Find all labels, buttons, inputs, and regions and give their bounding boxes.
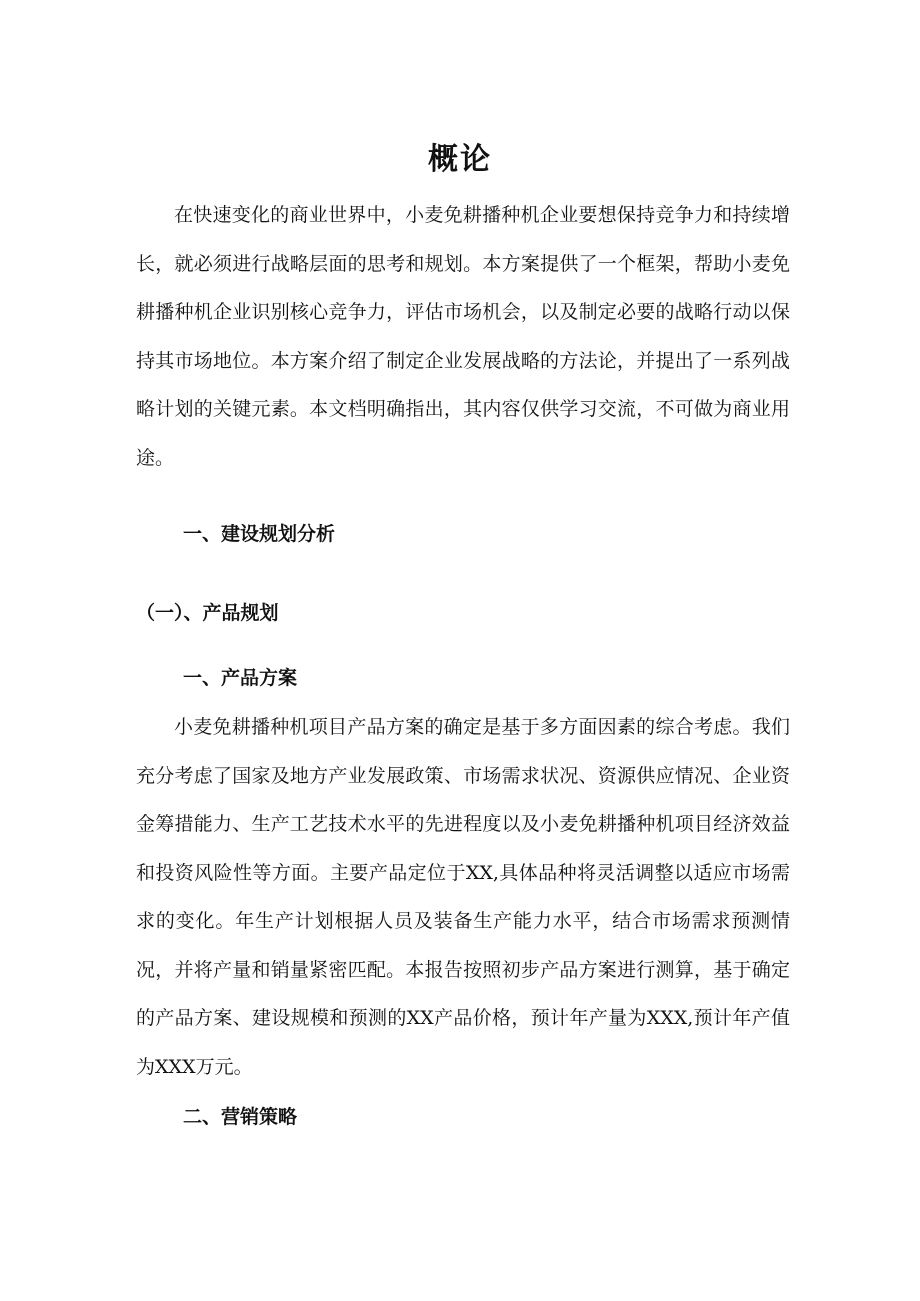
item-heading-marketing-strategy: 二、营销策略 (183, 1106, 298, 1128)
intro-paragraph: 在快速变化的商业世界中，小麦免耕播种机企业要想保持竞争力和持续增长，就必须进行战略层面的思考和规划。本方案提供了一个框架，帮助小麦免耕播种机企业识别核心竞争力，评估市场机会，以及制定必要的战略行动以保持其市场地位。本方案介绍了制定企业发展战略的方法论，并提出了一系列战略计划的关键元素。本文档明确指出，其内容仅供学习交流，不可做为商业用途。 (136, 204, 790, 469)
subsection-heading-product-planning: （一）、产品规划 (136, 602, 279, 624)
item-heading-product-plan: 一、产品方案 (183, 667, 298, 689)
document-title: 概论 (428, 142, 492, 178)
product-plan-paragraph: 小麦免耕播种机项目产品方案的确定是基于多方面因素的综合考虑。我们充分考虑了国家及地方产业发展政策、市场需求状况、资源供应情况、企业资金筹措能力、生产工艺技术水平的先进程度以及小麦免耕播种机项目经济效益和投资风险性等方面。主要产品定位于XX,具体品种将灵活调整以适应市场需求的变化。年生产计划根据人员及装备生产能力水平，结合市场需求预测情况，并将产量和销量紧密匹配。本报告按照初步产品方案进行测算，基于确定的产品方案、建设规模和预测的XX产品价格，预计年产量为XXX,预计年产值为XXX万元。 (136, 716, 790, 1078)
section-heading-construction-planning: 一、建设规划分析 (183, 523, 336, 545)
